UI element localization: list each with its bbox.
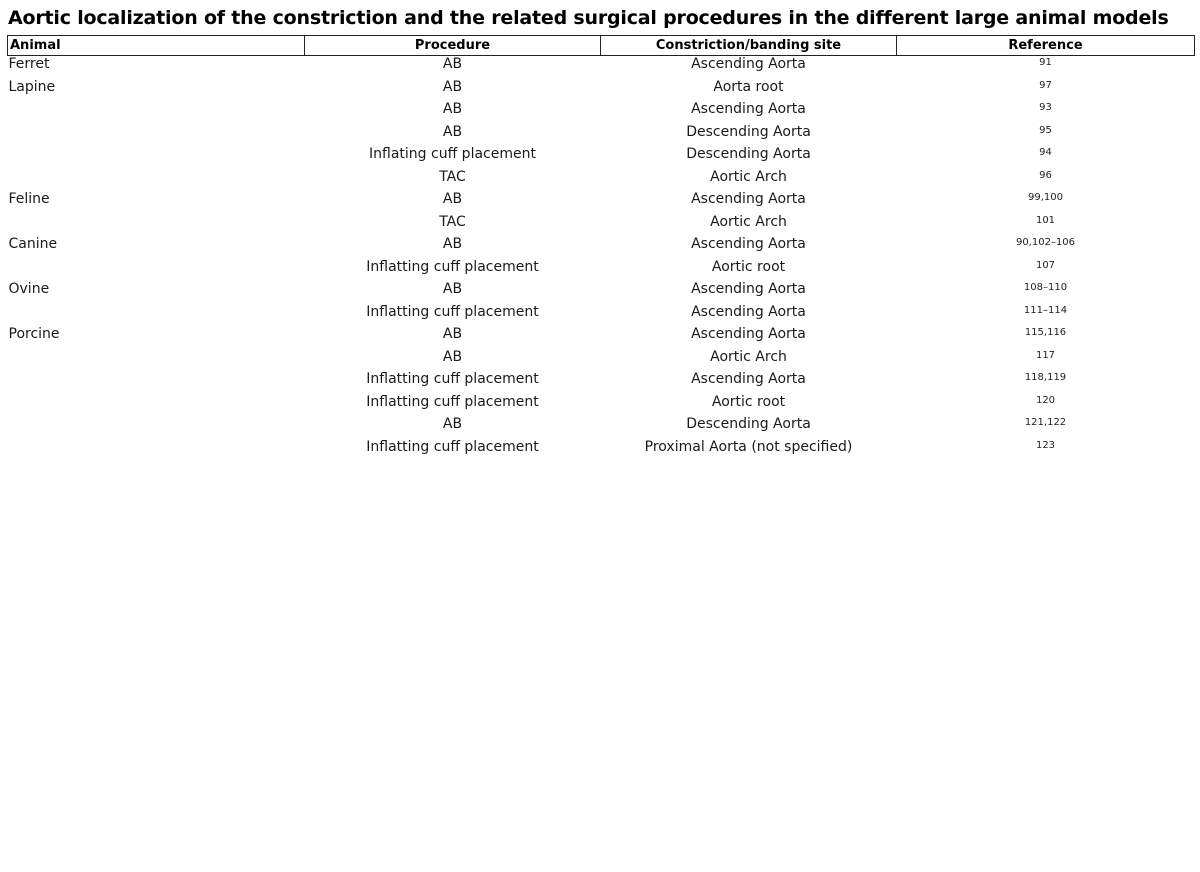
site-cell: Aortic Arch [710,213,787,230]
animal-cell [8,124,305,147]
reference-cell: 96 [1039,169,1052,181]
animal-cell: Ovine [8,281,50,297]
procedure-cell: AB [442,191,463,207]
procedure-cell: AB [442,123,463,140]
procedure-cell: Inflatting cuff placement [366,438,539,455]
procedure-cell: AB [442,348,463,365]
site-cell: Aortic Arch [710,168,787,185]
animal-cell [8,214,305,237]
procedure-cell: Inflatting cuff placement [366,303,539,320]
site-cell: Aortic root [711,258,786,275]
reference-cell: 111–114 [1023,304,1068,316]
animal-cell [8,304,305,327]
reference-cell: 115,116 [1024,327,1067,338]
animal-cell: Porcine [8,326,60,342]
table-row [8,101,1195,124]
reference-cell: 93 [1039,102,1052,113]
procedure-cell: AB [442,78,463,95]
reference-cell: 101 [1035,214,1056,226]
reference-cell: 90,102–106 [1015,237,1076,248]
reference-cell: 108–110 [1023,282,1068,293]
column-header-procedure: Procedure [305,36,601,56]
reference-cell: 99,100 [1028,192,1063,203]
animal-cell: Feline [8,191,50,207]
page-title: Aortic localization of the constriction and the related surgical procedures in the different large animal models [8,7,1169,29]
table-row [8,214,1195,237]
table-row [8,439,1195,462]
table-row [8,304,1195,327]
site-cell: Descending Aorta [686,146,811,162]
site-cell: Ascending Aorta [691,236,806,252]
animal-cell [8,146,305,169]
procedure-cell: Inflatting cuff placement [366,258,539,275]
column-header-animal: Animal [8,36,305,56]
table-row [8,191,1195,214]
animal-cell [8,169,305,192]
table-body [8,56,1195,462]
reference-cell: 107 [1035,259,1056,271]
procedure-cell: TAC [439,213,466,230]
reference-cell: 120 [1035,394,1056,406]
header-row [8,36,1195,56]
reference-cell: 94 [1039,147,1052,158]
procedure-cell: AB [442,326,463,342]
animal-cell [8,394,305,417]
reference-cell: 97 [1039,79,1052,91]
reference-cell: 95 [1039,124,1052,136]
site-cell: Ascending Aorta [691,281,806,297]
reference-cell: 123 [1035,439,1056,451]
site-cell: Aortic Arch [710,348,787,365]
site-cell: Descending Aorta [686,123,811,140]
procedure-cell: TAC [439,168,466,185]
procedure-cell: Inflatting cuff placement [366,371,539,387]
site-cell: Aortic root [711,393,786,410]
table-row [8,371,1195,394]
table-row [8,56,1195,79]
table-row [8,236,1195,259]
procedure-cell: Inflatting cuff placement [366,393,539,410]
procedure-cell: AB [442,101,463,117]
animal-cell [8,371,305,394]
procedure-cell: AB [442,416,463,432]
table-row [8,326,1195,349]
data-table [7,35,1195,461]
animal-cell [8,416,305,439]
animal-cell [8,439,305,462]
column-header-reference: Reference [897,36,1195,56]
table-header [8,36,1195,56]
table-row [8,281,1195,304]
table-row [8,416,1195,439]
animal-cell [8,101,305,124]
site-cell: Ascending Aorta [691,56,806,72]
animal-cell [8,259,305,282]
site-cell: Ascending Aorta [691,101,806,117]
procedure-cell: AB [442,56,463,72]
reference-cell: 118,119 [1024,372,1067,383]
reference-cell: 91 [1039,57,1052,68]
site-cell: Ascending Aorta [691,326,806,342]
column-header-site: Constriction/banding site [601,36,897,56]
animal-cell [8,349,305,372]
procedure-cell: Inflating cuff placement [369,146,536,162]
table-row [8,259,1195,282]
site-cell: Descending Aorta [686,416,811,432]
table-row [8,146,1195,169]
reference-cell: 117 [1035,349,1056,361]
site-cell: Ascending Aorta [691,303,806,320]
procedure-cell: AB [442,236,463,252]
table-row [8,79,1195,102]
site-cell: Ascending Aorta [691,191,806,207]
animal-cell: Canine [8,236,58,252]
site-cell: Ascending Aorta [691,371,806,387]
site-cell: Aorta root [713,78,784,95]
site-cell: Proximal Aorta (not specified) [644,438,853,455]
animal-cell: Lapine [8,78,56,95]
animal-cell: Ferret [8,56,50,72]
table-row [8,349,1195,372]
procedure-cell: AB [442,281,463,297]
table-row [8,394,1195,417]
table-row [8,169,1195,192]
table-row [8,124,1195,147]
reference-cell: 121,122 [1024,417,1067,428]
